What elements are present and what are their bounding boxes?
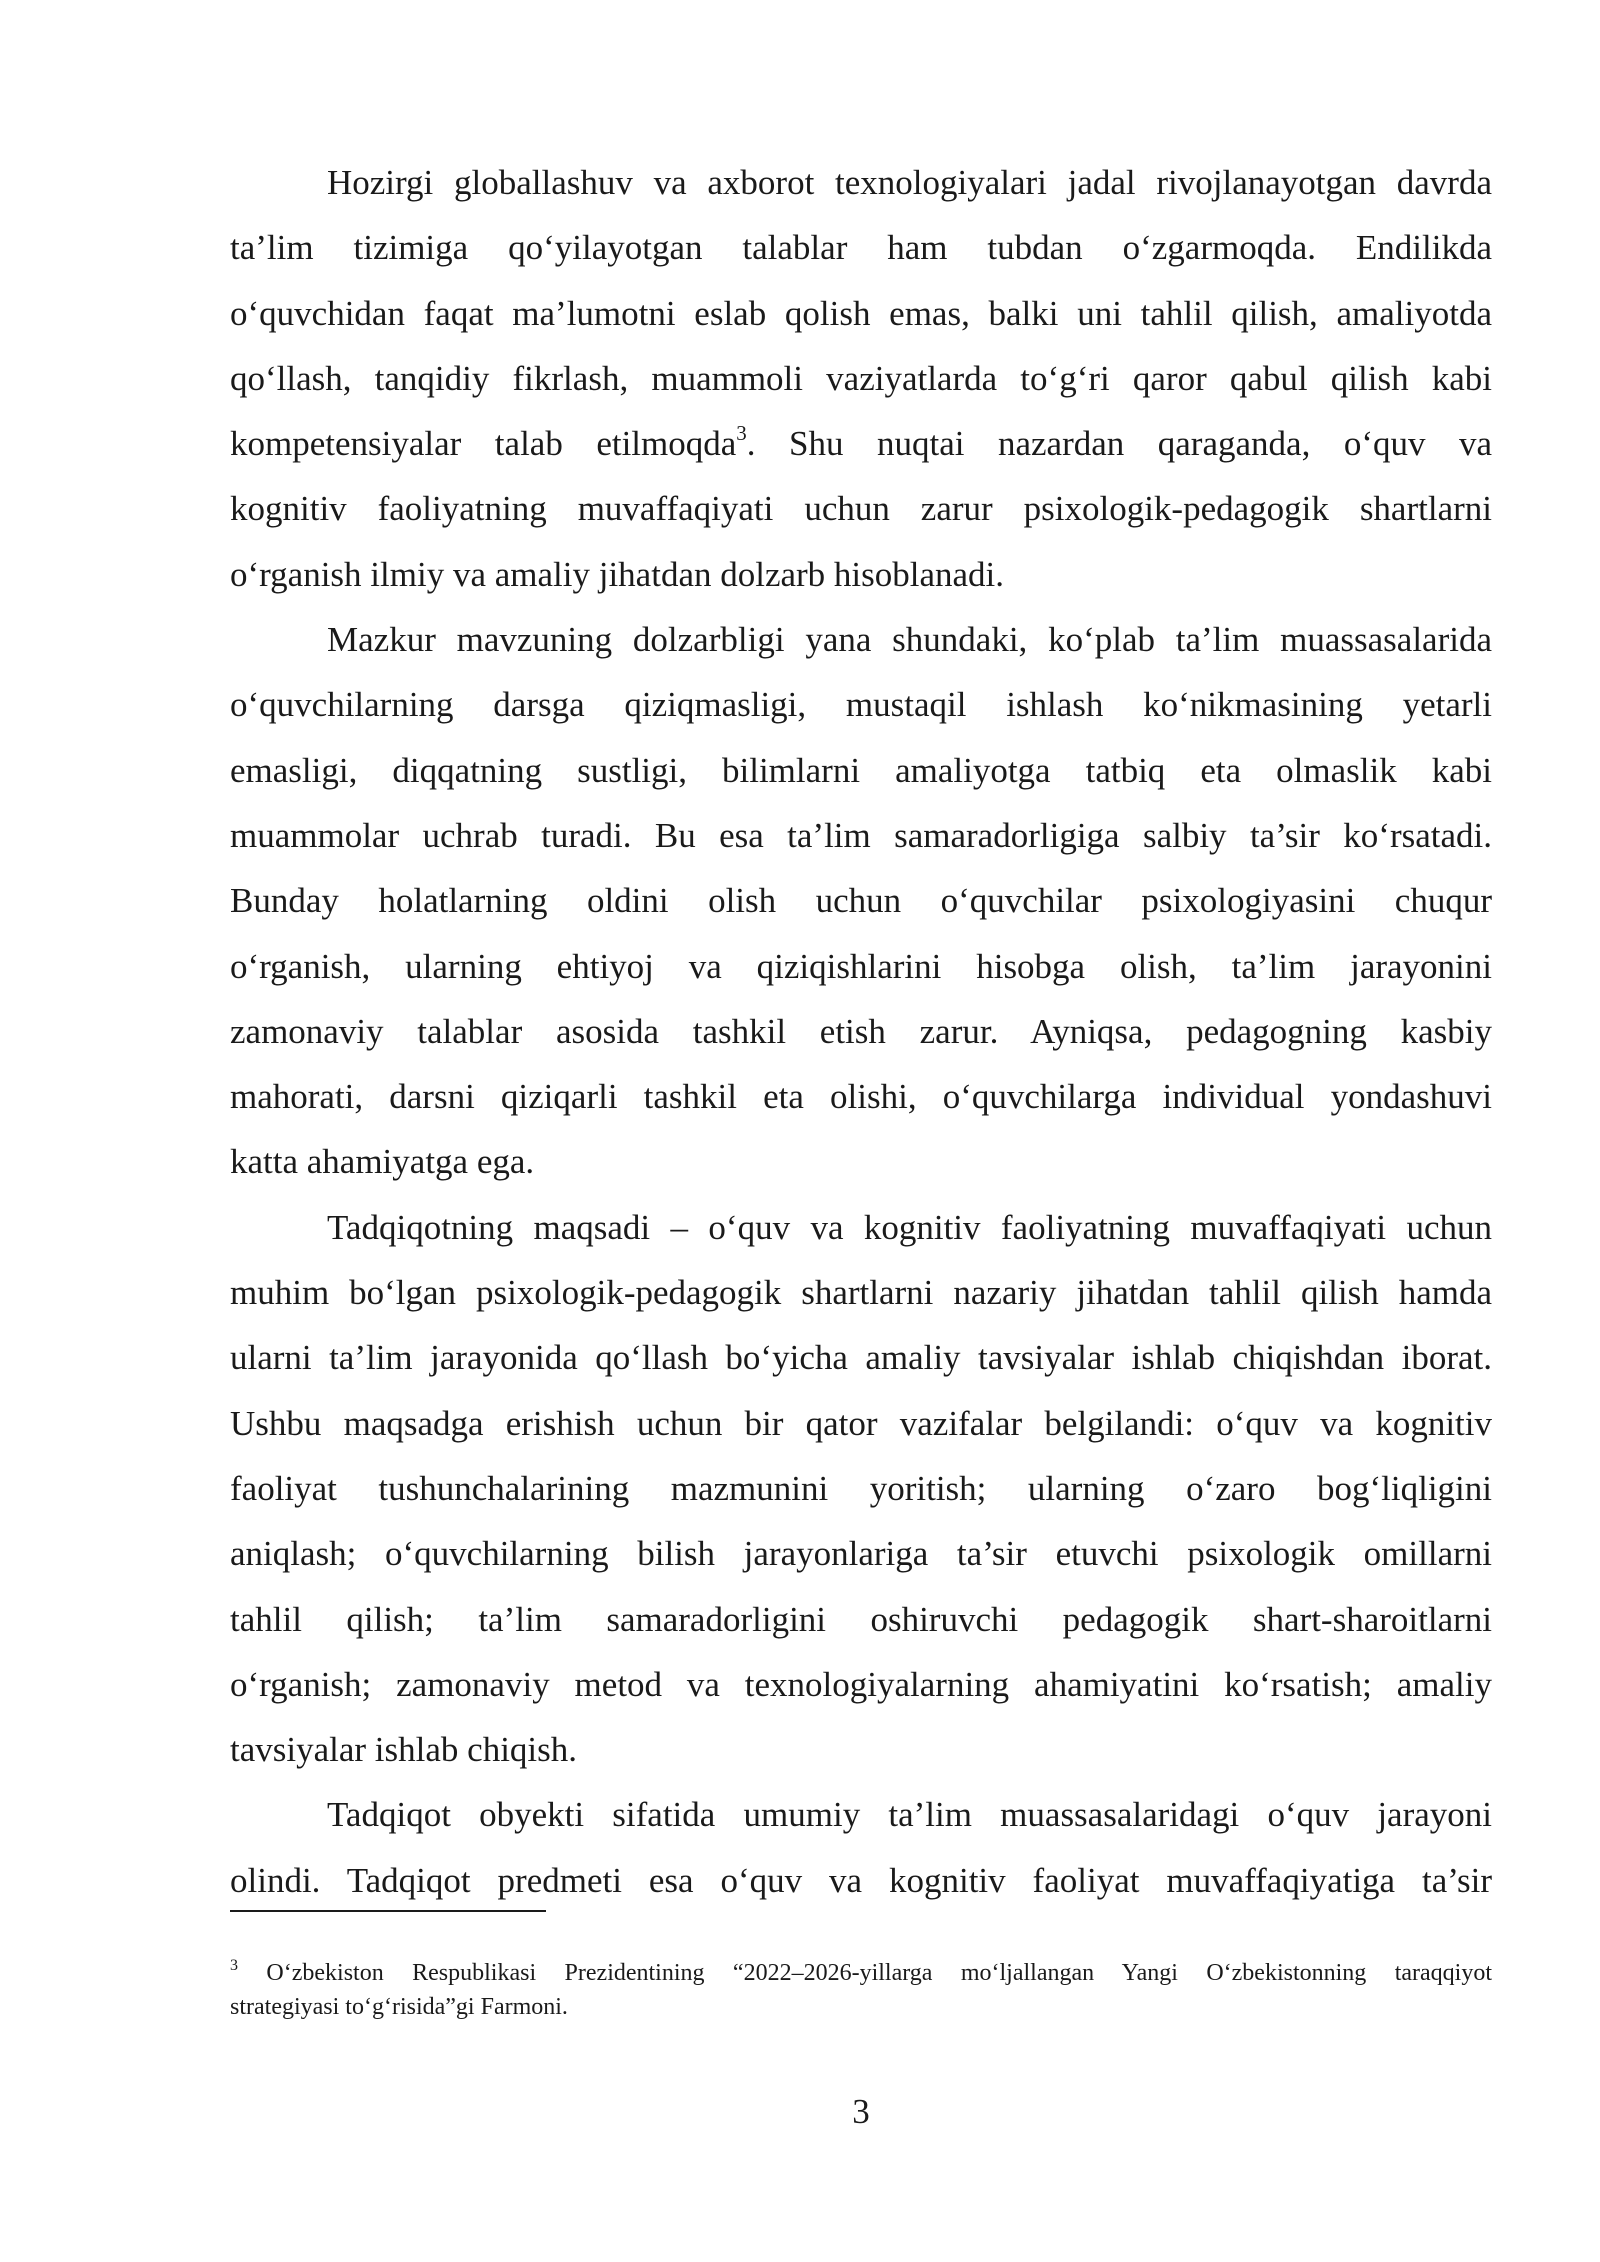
text-line: zamonaviy talablar asosida tashkil etish zarur. Ayniqsa, pedagogning kasbiy: [230, 1011, 1492, 1051]
footnote-number: 3: [230, 1957, 238, 1974]
text-line: Tadqiqotning maqsadi – o‘quv va kognitiv faoliyatning muvaffaqiyati uchun: [327, 1207, 1492, 1247]
text-line: qo‘llash, tanqidiy fikrlash, muammoli vaziyatlarda to‘g‘ri qaror qabul qilish kabi: [230, 358, 1492, 398]
text-line: o‘rganish, ularning ehtiyoj va qiziqishlarini hisobga olish, ta’lim jarayonini: [230, 946, 1492, 986]
text-line: katta ahamiyatga ega.: [230, 1142, 535, 1182]
paragraph-relevance: [230, 607, 1492, 1195]
text-line: muammolar uchrab turadi. Bu esa ta’lim samaradorligiga salbiy ta’sir ko‘rsatadi.: [230, 815, 1492, 855]
text-line: tavsiyalar ishlab chiqish.: [230, 1730, 578, 1770]
text-line: ularni ta’lim jarayonida qo‘llash bo‘yicha amaliy tavsiyalar ishlab chiqishdan iborat.: [230, 1338, 1492, 1378]
paragraph-research-object: [230, 1782, 1492, 1913]
text-line: olindi. Tadqiqot predmeti esa o‘quv va kognitiv faoliyat muvaffaqiyatiga ta’sir: [230, 1860, 1492, 1900]
text-line: Hozirgi globallashuv va axborot texnologiyalari jadal rivojlanayotgan davrda: [327, 163, 1492, 202]
text-line: faoliyat tushunchalarining mazmunini yoritish; ularning o‘zaro bog‘liqligini: [230, 1468, 1492, 1508]
text-line: o‘rganish; zamonaviy metod va texnologiyalarning ahamiyatini ko‘rsatish; amaliy: [230, 1664, 1492, 1704]
footnote-reference[interactable]: 3: [736, 421, 747, 446]
text-line: [230, 411, 1492, 476]
text-line: kognitiv faoliyatning muvaffaqiyati uchun zarur psixologik-pedagogik shartlarni: [230, 489, 1492, 529]
footnote: [230, 1956, 1492, 2024]
text-segment: kompetensiyalar talab etilmoqda: [230, 424, 737, 464]
text-line: emasligi, diqqatning sustligi, bilimlarni amaliyotga tatbiq eta olmaslik kabi: [230, 750, 1492, 790]
page-number: 3: [852, 2092, 870, 2131]
footnote-text: O‘zbekiston Respublikasi Prezidentining “2022–2026-yillarga mo‘ljallangan Yangi O‘zbekistonning taraqqiyot: [266, 1960, 1493, 1986]
text-line: tahlil qilish; ta’lim samaradorligini oshiruvchi pedagogik shart-sharoitlarni: [230, 1599, 1492, 1639]
paragraph-globalization: [230, 150, 1492, 607]
text-line: Ushbu maqsadga erishish uchun bir qator vazifalar belgilandi: o‘quv va kognitiv: [230, 1403, 1492, 1443]
text-line: o‘quvchidan faqat ma’lumotni eslab qolish emas, balki uni tahlil qilish, amaliyotda: [230, 293, 1492, 333]
text-line: muhim bo‘lgan psixologik-pedagogik shartlarni nazariy jihatdan tahlil qilish hamda: [230, 1273, 1492, 1313]
text-line: Bunday holatlarning oldini olish uchun o‘quvchilar psixologiyasini chuqur: [230, 881, 1492, 921]
text-line: Mazkur mavzuning dolzarbligi yana shundaki, ko‘plab ta’lim muassasalarida: [327, 620, 1492, 660]
footnote-separator: [230, 1910, 546, 1912]
text-line: Tadqiqot obyekti sifatida umumiy ta’lim muassasalaridagi o‘quv jarayoni: [327, 1795, 1492, 1835]
text-line: mahorati, darsni qiziqarli tashkil eta olishi, o‘quvchilarga individual yondashuvi: [230, 1077, 1492, 1117]
text-segment: . Shu nuqtai nazardan qaraganda, o‘quv va: [746, 424, 1492, 464]
text-line: o‘rganish ilmiy va amaliy jihatdan dolzarb hisoblanadi.: [230, 554, 1005, 594]
footnote-line: strategiyasi to‘g‘risida”gi Farmoni.: [230, 1994, 568, 2020]
text-line: ta’lim tizimiga qo‘yilayotgan talablar ham tubdan o‘zgarmoqda. Endilikda: [230, 228, 1492, 268]
footnote-line: [230, 1956, 1492, 1990]
paragraph-research-goal: [230, 1195, 1492, 1783]
text-line: o‘quvchilarning darsga qiziqmasligi, mustaqil ishlash ko‘nikmasining yetarli: [230, 685, 1492, 725]
body-text: [230, 150, 1492, 1913]
text-line: aniqlash; o‘quvchilarning bilish jarayonlariga ta’sir etuvchi psixologik omillarni: [230, 1534, 1492, 1574]
